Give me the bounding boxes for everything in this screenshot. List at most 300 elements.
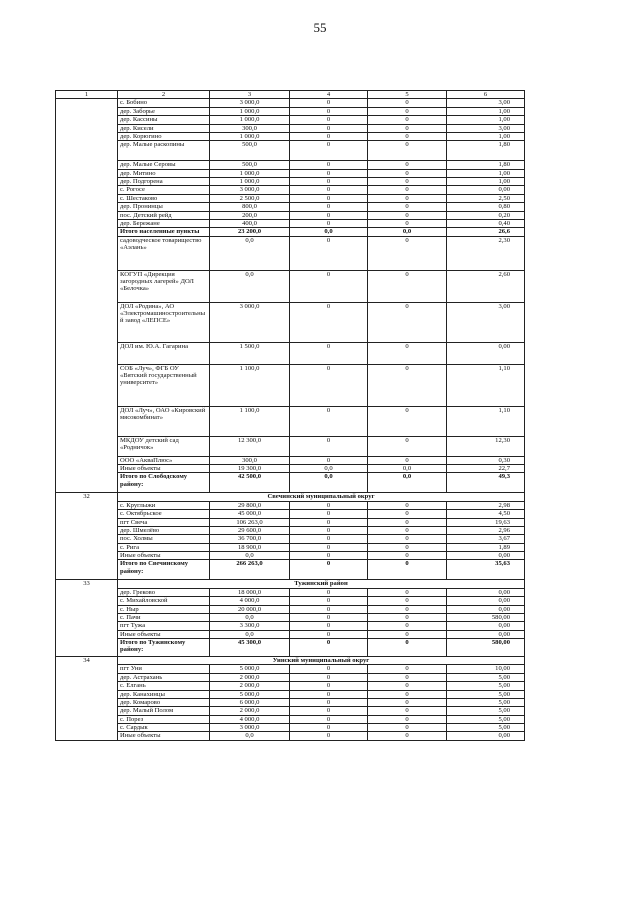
- cell-col6: 5,00: [447, 698, 525, 706]
- table-row: [56, 510, 525, 518]
- cell-col3: 1 100,0: [210, 406, 290, 436]
- cell-name: ДОЛ «Луч», ОАО «Кировский мясокомбинат»: [118, 406, 210, 436]
- table-row: [56, 560, 525, 580]
- cell-name: с. Елгань: [118, 682, 210, 690]
- table-row: [56, 364, 525, 406]
- cell-name: дер. Комарово: [118, 698, 210, 706]
- table-row: [56, 613, 525, 621]
- cell-col5: 0: [368, 552, 447, 560]
- cell-name: дер. Митино: [118, 169, 210, 177]
- cell-col3: 200,0: [210, 211, 290, 219]
- cell-name: Итого по Слободскому району:: [118, 473, 210, 493]
- cell-col3: 4 000,0: [210, 597, 290, 605]
- cell-col3: 0,0: [210, 630, 290, 638]
- cell-name: дер. Шмелёво: [118, 526, 210, 534]
- cell-col5: 0: [368, 219, 447, 227]
- table-row: [56, 665, 525, 673]
- cell-col3: 45 000,0: [210, 510, 290, 518]
- cell-col4: 0: [290, 270, 368, 302]
- cell-col4: 0: [290, 302, 368, 342]
- cell-col3: 400,0: [210, 219, 290, 227]
- section-row: [56, 657, 525, 665]
- section-row: [56, 493, 525, 501]
- cell-col4: 0: [290, 132, 368, 140]
- cell-col6: 0,00: [447, 597, 525, 605]
- cell-col6: 1,00: [447, 107, 525, 115]
- cell-col4: 0: [290, 236, 368, 270]
- cell-col3: 300,0: [210, 456, 290, 464]
- cell-col3: 2 000,0: [210, 682, 290, 690]
- cell-col5: 0: [368, 698, 447, 706]
- section-index: 34: [56, 657, 118, 741]
- cell-col3: 4 000,0: [210, 715, 290, 723]
- cell-name: с. Рогосе: [118, 186, 210, 194]
- cell-col6: 3,00: [447, 302, 525, 342]
- cell-name: с. Сардык: [118, 724, 210, 732]
- cell-col5: 0: [368, 605, 447, 613]
- cell-name: дер. Подгорена: [118, 178, 210, 186]
- cell-col5: 0: [368, 406, 447, 436]
- cell-name: Иные объекты: [118, 465, 210, 473]
- table-row: [56, 132, 525, 140]
- table-row: [56, 211, 525, 219]
- cell-col5: 0: [368, 211, 447, 219]
- section-index: 33: [56, 580, 118, 657]
- cell-col6: 0,20: [447, 211, 525, 219]
- cell-col5: 0: [368, 518, 447, 526]
- cell-name: ДОЛ «Родина», АО «Электромашиностроительный завод «ЛЕПСЕ»: [118, 302, 210, 342]
- cell-col4: 0,0: [290, 473, 368, 493]
- cell-col6: 49,3: [447, 473, 525, 493]
- cell-name: садоводческое товарищество «Аэлань»: [118, 236, 210, 270]
- cell-col3: 1 000,0: [210, 107, 290, 115]
- cell-col4: 0,0: [290, 465, 368, 473]
- cell-col3: 29 800,0: [210, 501, 290, 509]
- cell-col6: 0,30: [447, 456, 525, 464]
- cell-col6: 10,00: [447, 665, 525, 673]
- table-row: [56, 99, 525, 107]
- cell-name: МКДОУ детский сад «Родничок»: [118, 436, 210, 456]
- cell-name: с. Ныр: [118, 605, 210, 613]
- cell-col3: 0,0: [210, 613, 290, 621]
- cell-col6: 0,00: [447, 732, 525, 740]
- cell-col4: 0,0: [290, 228, 368, 236]
- cell-col6: 0,00: [447, 588, 525, 596]
- cell-col5: 0: [368, 630, 447, 638]
- cell-col5: 0: [368, 124, 447, 132]
- table-row: [56, 116, 525, 124]
- table-row: [56, 673, 525, 681]
- cell-col4: 0: [290, 342, 368, 364]
- table-row: [56, 724, 525, 732]
- cell-col4: 0: [290, 715, 368, 723]
- cell-name: Итого по Тужинскому району:: [118, 639, 210, 657]
- cell-col3: 45 300,0: [210, 639, 290, 657]
- cell-col3: 5 000,0: [210, 665, 290, 673]
- table-row: [56, 639, 525, 657]
- cell-col5: 0: [368, 203, 447, 211]
- cell-col4: 0: [290, 99, 368, 107]
- table-row: [56, 302, 525, 342]
- cell-col5: 0: [368, 673, 447, 681]
- table-row: [56, 535, 525, 543]
- cell-col5: 0: [368, 707, 447, 715]
- cell-col4: 0: [290, 186, 368, 194]
- cell-col5: 0: [368, 560, 447, 580]
- cell-col5: 0: [368, 526, 447, 534]
- table-row: [56, 219, 525, 227]
- cell-col3: 500,0: [210, 141, 290, 161]
- cell-col6: 0,00: [447, 605, 525, 613]
- cell-col3: 3 000,0: [210, 186, 290, 194]
- cell-col4: 0: [290, 698, 368, 706]
- cell-col4: 0: [290, 124, 368, 132]
- cell-col4: 0: [290, 597, 368, 605]
- cell-name: с. Бобино: [118, 99, 210, 107]
- cell-col6: 5,00: [447, 690, 525, 698]
- cell-col4: 0: [290, 501, 368, 509]
- cell-col6: 22,7: [447, 465, 525, 473]
- table-row: [56, 169, 525, 177]
- cell-col3: 20 000,0: [210, 605, 290, 613]
- cell-col3: 106 263,0: [210, 518, 290, 526]
- cell-col6: 2,30: [447, 236, 525, 270]
- cell-col3: 0,0: [210, 270, 290, 302]
- table-row: [56, 406, 525, 436]
- header-cell: 6: [447, 91, 525, 99]
- cell-col6: 1,00: [447, 116, 525, 124]
- table-row: [56, 501, 525, 509]
- cell-col6: 2,60: [447, 270, 525, 302]
- cell-col3: 1 000,0: [210, 116, 290, 124]
- section-index: [56, 99, 118, 493]
- cell-col3: 6 000,0: [210, 698, 290, 706]
- cell-name: с. Михайловской: [118, 597, 210, 605]
- cell-name: дер. Пронинцы: [118, 203, 210, 211]
- cell-col3: 2 500,0: [210, 194, 290, 202]
- cell-col6: 5,00: [447, 682, 525, 690]
- cell-col3: 23 200,0: [210, 228, 290, 236]
- page-number: 55: [313, 20, 327, 35]
- section-row: [56, 580, 525, 588]
- cell-name: Иные объекты: [118, 552, 210, 560]
- cell-col3: 18 000,0: [210, 588, 290, 596]
- cell-col6: 0,00: [447, 630, 525, 638]
- header-cell: 1: [56, 91, 118, 99]
- cell-col5: 0: [368, 436, 447, 456]
- cell-col3: 1 500,0: [210, 342, 290, 364]
- cell-col4: 0: [290, 219, 368, 227]
- cell-name: дер. Кассины: [118, 116, 210, 124]
- table-row: [56, 141, 525, 161]
- section-title: Тужинский район: [118, 580, 525, 588]
- cell-col6: 1,00: [447, 132, 525, 140]
- cell-name: дер. Бережане: [118, 219, 210, 227]
- cell-col5: 0: [368, 107, 447, 115]
- cell-name: с. Порез: [118, 715, 210, 723]
- section-title: Свечинский муниципальный округ: [118, 493, 525, 501]
- cell-name: пгт Уни: [118, 665, 210, 673]
- cell-name: дер. Греково: [118, 588, 210, 596]
- cell-col3: 300,0: [210, 124, 290, 132]
- cell-col6: 0,80: [447, 203, 525, 211]
- cell-name: дер. Малые Серовы: [118, 161, 210, 169]
- table-row: [56, 465, 525, 473]
- cell-col5: 0: [368, 99, 447, 107]
- cell-col6: 1,89: [447, 543, 525, 551]
- cell-col4: 0: [290, 169, 368, 177]
- cell-col6: 4,50: [447, 510, 525, 518]
- cell-name: Итого населенные пункты: [118, 228, 210, 236]
- cell-col5: 0: [368, 364, 447, 406]
- table-row: [56, 186, 525, 194]
- cell-name: Итого по Свечинскому району:: [118, 560, 210, 580]
- header-cell: 2: [118, 91, 210, 99]
- table-row: [56, 715, 525, 723]
- cell-name: Иные объекты: [118, 732, 210, 740]
- cell-col6: 0,40: [447, 219, 525, 227]
- header-cell: 3: [210, 91, 290, 99]
- cell-col3: 3 000,0: [210, 302, 290, 342]
- cell-col3: 19 300,0: [210, 465, 290, 473]
- cell-col5: 0: [368, 543, 447, 551]
- cell-col5: 0: [368, 535, 447, 543]
- cell-col4: 0: [290, 161, 368, 169]
- cell-col4: 0: [290, 194, 368, 202]
- cell-col3: 42 500,0: [210, 473, 290, 493]
- cell-col6: 1,10: [447, 406, 525, 436]
- table-row: [56, 456, 525, 464]
- table-row: [56, 236, 525, 270]
- cell-col4: 0: [290, 141, 368, 161]
- cell-col3: 1 000,0: [210, 178, 290, 186]
- cell-col3: 1 100,0: [210, 364, 290, 406]
- table-row: [56, 178, 525, 186]
- cell-col5: 0: [368, 732, 447, 740]
- table-row: [56, 588, 525, 596]
- cell-col5: 0: [368, 588, 447, 596]
- cell-col3: 2 000,0: [210, 707, 290, 715]
- cell-col4: 0: [290, 526, 368, 534]
- cell-name: дер. Малые раскопины: [118, 141, 210, 161]
- cell-col3: 0,0: [210, 552, 290, 560]
- cell-col3: 12 300,0: [210, 436, 290, 456]
- cell-col5: 0: [368, 501, 447, 509]
- cell-name: СОБ «Луч», ФГБ ОУ «Вятский государственный университет»: [118, 364, 210, 406]
- table-row: [56, 518, 525, 526]
- cell-name: с. Рига: [118, 543, 210, 551]
- cell-name: ООО «АкваПлюс»: [118, 456, 210, 464]
- cell-col5: 0: [368, 510, 447, 518]
- data-table: [55, 90, 525, 741]
- cell-col4: 0: [290, 673, 368, 681]
- cell-col5: 0: [368, 342, 447, 364]
- cell-name: с. Круглыжи: [118, 501, 210, 509]
- table-row: [56, 194, 525, 202]
- cell-name: дер. Корюгино: [118, 132, 210, 140]
- cell-col3: 0,0: [210, 236, 290, 270]
- cell-col3: 3 300,0: [210, 622, 290, 630]
- cell-col6: 12,30: [447, 436, 525, 456]
- cell-col3: 266 263,0: [210, 560, 290, 580]
- cell-col4: 0: [290, 552, 368, 560]
- cell-col3: 2 000,0: [210, 673, 290, 681]
- cell-col6: 3,67: [447, 535, 525, 543]
- cell-col6: 1,80: [447, 161, 525, 169]
- cell-col4: 0: [290, 622, 368, 630]
- cell-col4: 0: [290, 436, 368, 456]
- cell-name: пос. Детский рейд: [118, 211, 210, 219]
- cell-col5: 0: [368, 665, 447, 673]
- cell-col6: 1,80: [447, 141, 525, 161]
- cell-col5: 0: [368, 622, 447, 630]
- cell-col3: 5 000,0: [210, 690, 290, 698]
- table-row: [56, 124, 525, 132]
- cell-col6: 0,00: [447, 342, 525, 364]
- cell-col5: 0: [368, 682, 447, 690]
- cell-col5: 0: [368, 116, 447, 124]
- cell-col5: 0,0: [368, 465, 447, 473]
- cell-name: Иные объекты: [118, 630, 210, 638]
- cell-col4: 0: [290, 211, 368, 219]
- cell-name: дер. Заборье: [118, 107, 210, 115]
- table-row: [56, 630, 525, 638]
- cell-col5: 0: [368, 178, 447, 186]
- table-row: [56, 732, 525, 740]
- table-row: [56, 698, 525, 706]
- cell-col4: 0: [290, 605, 368, 613]
- table-row: [56, 526, 525, 534]
- cell-col6: 3,00: [447, 99, 525, 107]
- cell-col4: 0: [290, 406, 368, 436]
- cell-col6: 5,00: [447, 707, 525, 715]
- cell-col5: 0,0: [368, 228, 447, 236]
- cell-col4: 0: [290, 543, 368, 551]
- cell-col6: 0,00: [447, 552, 525, 560]
- cell-col6: 5,00: [447, 724, 525, 732]
- cell-col4: 0: [290, 707, 368, 715]
- cell-col4: 0: [290, 665, 368, 673]
- cell-name: дер. Астрахань: [118, 673, 210, 681]
- cell-col4: 0: [290, 178, 368, 186]
- cell-col4: 0: [290, 560, 368, 580]
- cell-col5: 0: [368, 161, 447, 169]
- cell-col4: 0: [290, 535, 368, 543]
- cell-col6: 580,00: [447, 613, 525, 621]
- cell-name: ДОЛ им. Ю.А. Гагарина: [118, 342, 210, 364]
- cell-col3: 3 000,0: [210, 99, 290, 107]
- cell-col3: 29 600,0: [210, 526, 290, 534]
- table-row: [56, 228, 525, 236]
- cell-col5: 0: [368, 690, 447, 698]
- cell-col5: 0: [368, 186, 447, 194]
- table-body: [56, 91, 525, 741]
- cell-col4: 0: [290, 203, 368, 211]
- cell-col6: 2,98: [447, 501, 525, 509]
- cell-col4: 0: [290, 107, 368, 115]
- table-row: [56, 690, 525, 698]
- cell-col6: 0,00: [447, 186, 525, 194]
- cell-col3: 36 700,0: [210, 535, 290, 543]
- table-row: [56, 107, 525, 115]
- cell-name: пос. Холмы: [118, 535, 210, 543]
- table-row: [56, 605, 525, 613]
- cell-col3: 800,0: [210, 203, 290, 211]
- cell-name: дер. Малый Полом: [118, 707, 210, 715]
- cell-col4: 0: [290, 682, 368, 690]
- cell-col5: 0: [368, 302, 447, 342]
- cell-col6: 580,00: [447, 639, 525, 657]
- cell-col4: 0: [290, 724, 368, 732]
- cell-col5: 0: [368, 613, 447, 621]
- cell-col6: 2,50: [447, 194, 525, 202]
- cell-col4: 0: [290, 690, 368, 698]
- cell-col6: 1,00: [447, 169, 525, 177]
- cell-col5: 0: [368, 456, 447, 464]
- cell-col4: 0: [290, 639, 368, 657]
- table-row: [56, 552, 525, 560]
- cell-col4: 0: [290, 518, 368, 526]
- cell-col4: 0: [290, 116, 368, 124]
- cell-col5: 0: [368, 141, 447, 161]
- cell-col3: 3 000,0: [210, 724, 290, 732]
- header-cell: 4: [290, 91, 368, 99]
- cell-name: дер. Канахинцы: [118, 690, 210, 698]
- cell-col3: 18 900,0: [210, 543, 290, 551]
- cell-col5: 0: [368, 724, 447, 732]
- section-index: 32: [56, 493, 118, 580]
- table-row: [56, 203, 525, 211]
- table-row: [56, 270, 525, 302]
- cell-col5: 0: [368, 270, 447, 302]
- cell-col5: 0: [368, 715, 447, 723]
- cell-col5: 0: [368, 597, 447, 605]
- table-row: [56, 597, 525, 605]
- table-row: [56, 473, 525, 493]
- cell-name: КОГУП «Дирекция загородных лагерей» ДОЛ «Белочка»: [118, 270, 210, 302]
- cell-col6: 0,00: [447, 622, 525, 630]
- cell-col6: 5,00: [447, 673, 525, 681]
- cell-col6: 5,00: [447, 715, 525, 723]
- cell-col3: 0,0: [210, 732, 290, 740]
- table-row: [56, 436, 525, 456]
- cell-col6: 1,10: [447, 364, 525, 406]
- table-row: [56, 622, 525, 630]
- cell-col4: 0: [290, 364, 368, 406]
- cell-col6: 35,63: [447, 560, 525, 580]
- table-row: [56, 707, 525, 715]
- header-row: [56, 91, 525, 99]
- cell-col6: 3,00: [447, 124, 525, 132]
- header-cell: 5: [368, 91, 447, 99]
- cell-col5: 0: [368, 639, 447, 657]
- cell-col6: 2,96: [447, 526, 525, 534]
- table-row: [56, 543, 525, 551]
- cell-col4: 0: [290, 510, 368, 518]
- cell-col5: 0: [368, 236, 447, 270]
- cell-name: с. Шестаково: [118, 194, 210, 202]
- cell-col4: 0: [290, 732, 368, 740]
- cell-col3: 500,0: [210, 161, 290, 169]
- cell-col3: 1 000,0: [210, 169, 290, 177]
- cell-col6: 1,00: [447, 178, 525, 186]
- table-row: [56, 682, 525, 690]
- cell-name: пгт Свеча: [118, 518, 210, 526]
- table-row: [56, 161, 525, 169]
- cell-name: дер. Кисели: [118, 124, 210, 132]
- cell-col4: 0: [290, 588, 368, 596]
- cell-col4: 0: [290, 630, 368, 638]
